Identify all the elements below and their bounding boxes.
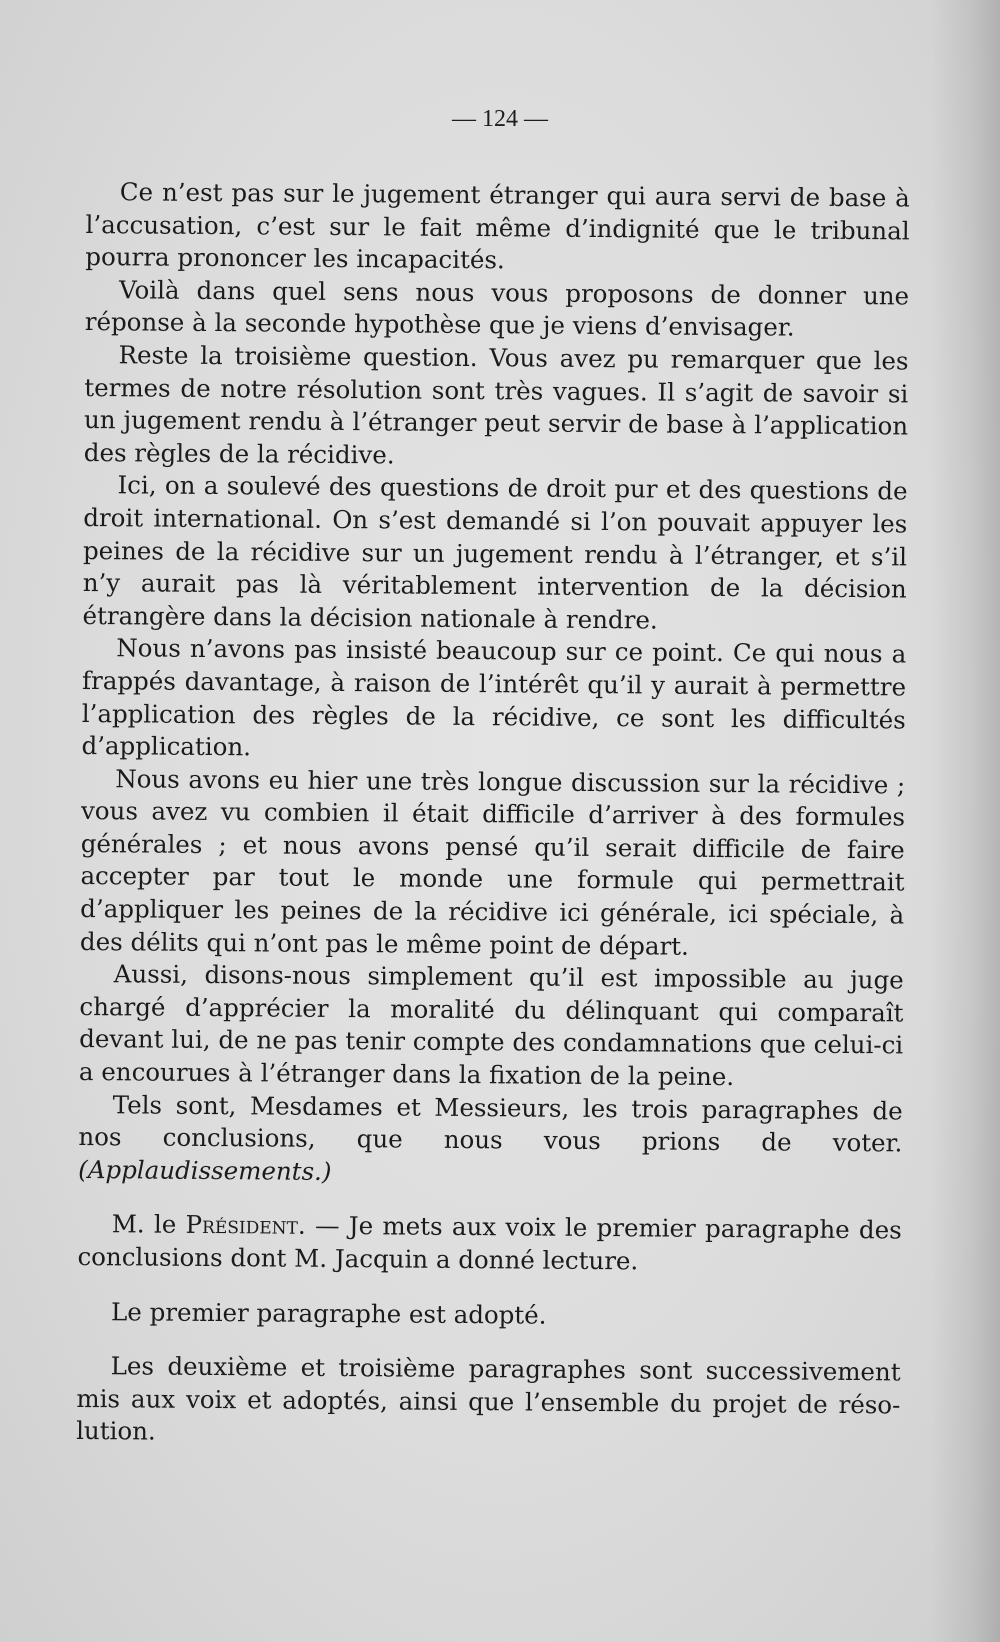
page-number: — 124 — — [452, 106, 548, 132]
paragraph-7: Aussi, disons-nous simplement qu’il est impossible au juge chargé d’apprécier la moralité du délinquant qui comparaît devant lui, de ne pas tenir compte des condamnations que celui-ci a encourues à l’étranger dans la fixation de la peine. — [78, 959, 904, 1092]
adopted-first: Le premier paragraphe est adopté. — [110, 1296, 547, 1330]
president-prefix: M. le — [111, 1209, 177, 1240]
paragraph-1: Ce n’est pas sur le jugement étranger qui aura servi de base à l’accusation, c’est sur le fait même d’indignité que le tribunal pourra prononcer les incapacités. — [85, 177, 910, 275]
paragraph-closing — [78, 1089, 903, 1193]
paragraph-3: Reste la troisième question. Vous avez pu remarquer que les termes de notre résolution sont très vagues. Il s’agit de savoir si un jugement rendu à l’étranger peut servir de base à l’application des règles de la récidive. — [83, 340, 909, 470]
paragraph-5: Nous n’avons pas insisté beaucoup sur ce point. Ce qui nous a frappés davantage, à raison de l’intérêt qu’il y aurait à permettre l’application des règles de la récidive, ce sont les difficultés d’application. — [81, 633, 907, 762]
president-title: Président — [185, 1210, 299, 1241]
adopted-rest: Les deuxième et troisième paragraphes sont successivement mis aux voix et adoptés, ainsi que l’ensemble du projet de résolution. — [76, 1351, 901, 1446]
paragraph-2: Voilà dans quel sens nous vous proposons de donner une réponse à la seconde hypothèse que je viens d’envisager. — [84, 275, 910, 342]
page-edge-shadow — [930, 0, 1000, 1642]
president-text: . — Je mets aux voix le premier paragraphe des conclusions dont M. Jacquin a donné lecture. — [77, 1211, 902, 1276]
paragraph-4: Ici, on a soulevé des questions de droit pur et des questions de droit international. On s’est demandé si l’on pouvait appuyer les peines de la récidive sur un jugement rendu à l’étranger, et s’il n’y aurait pas là véritablement intervention de la décision étrangère dans la décision nationale à rendre. — [82, 470, 908, 635]
applause-note: (Applaudissements.) — [78, 1154, 332, 1186]
president-statement — [77, 1208, 901, 1280]
body-text — [76, 176, 910, 1454]
paragraph-6: Nous avons eu hier une très longue discussion sur la récidive ; vous avez vu combien il était difficile d’arriver à des formules générales ; et nous avons pensé qu’il serait difficile de faire accepter par tout le monde une formule qui permettrait d’appliquer les peines de la récidive ici générale, ici spéciale, à des délits qui n’ont pas le même point de départ. — [79, 763, 906, 961]
closing-text: Tels sont, Mesdames et Messieurs, les trois paragraphes de nos conclusions, que nous vous prions de voter. — [78, 1089, 903, 1158]
